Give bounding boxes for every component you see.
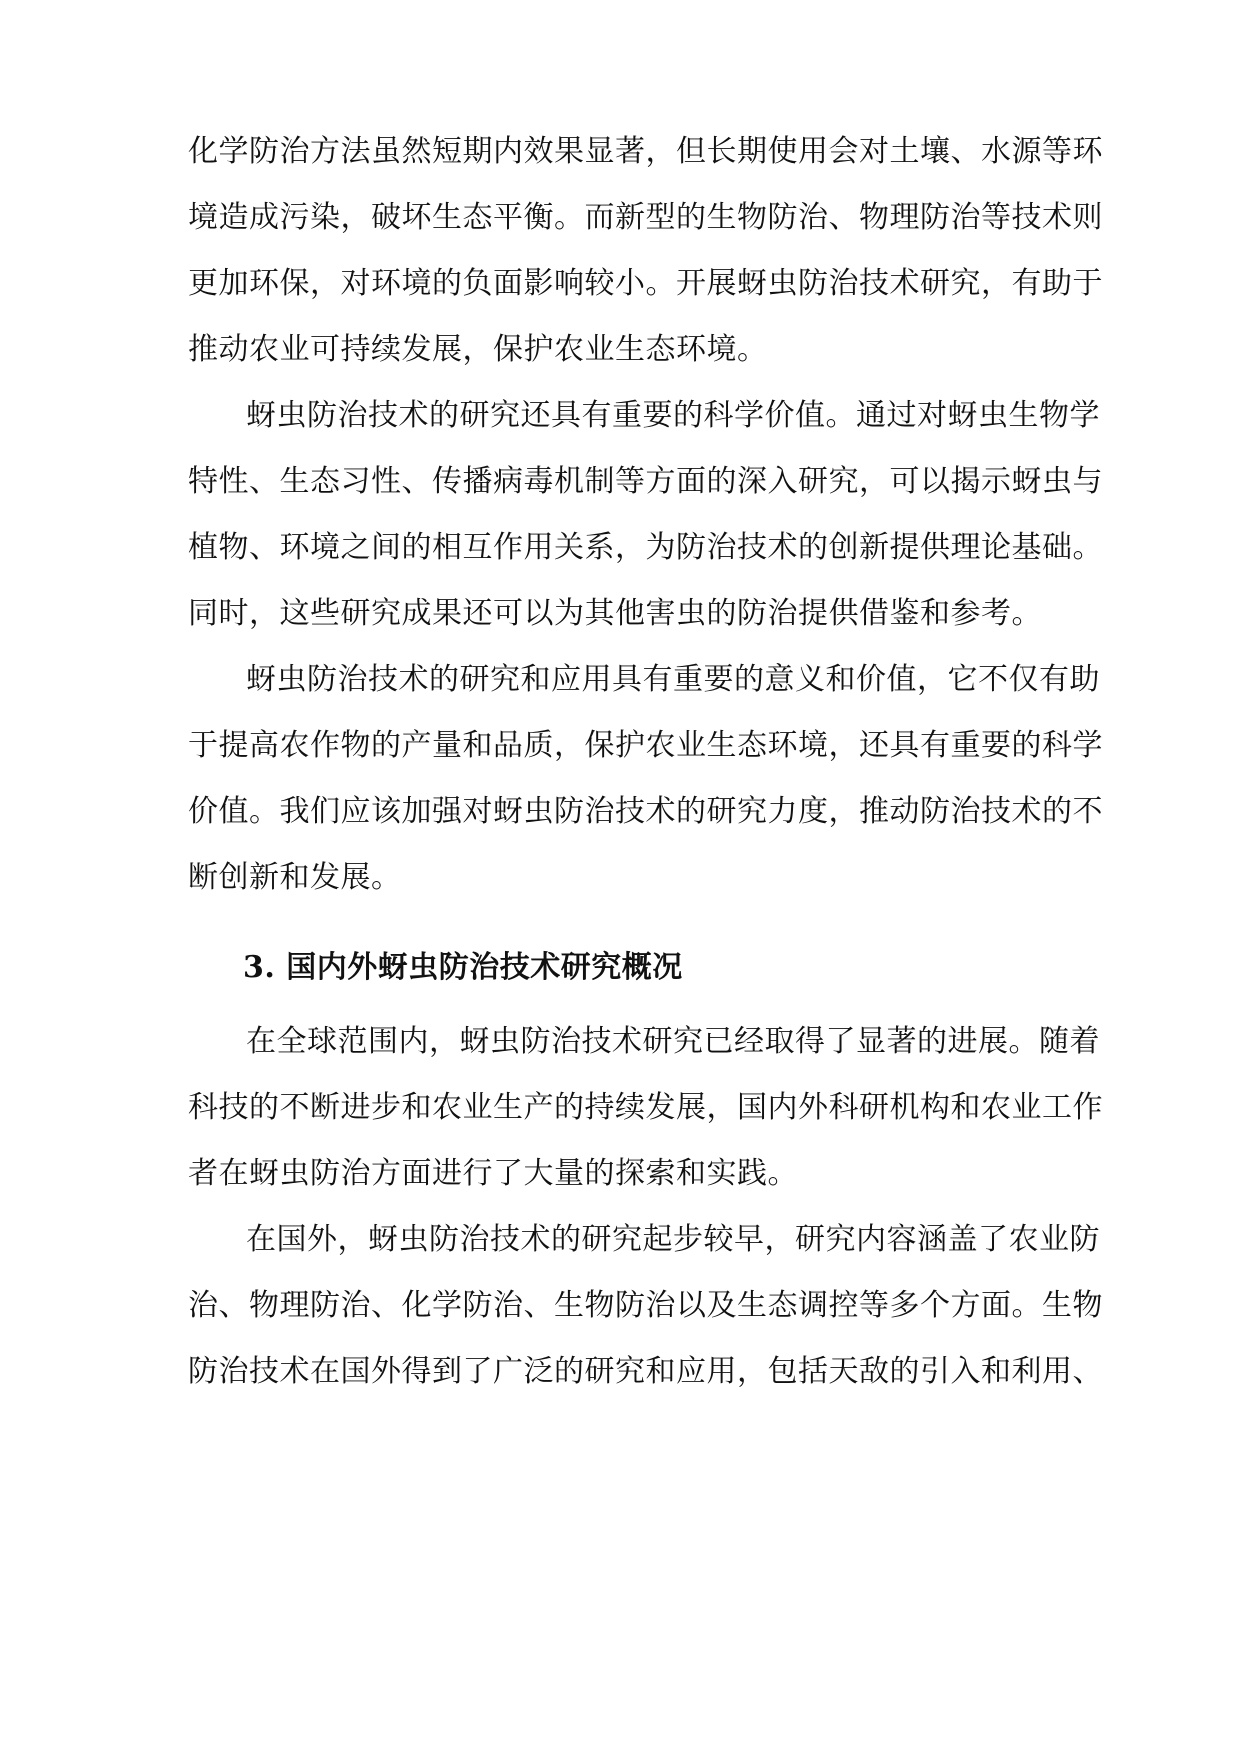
text-line: 蚜虫防治技术的研究还具有重要的科学价值。通过对蚜虫生物学 [246, 398, 1100, 433]
text-line: 同时，这些研究成果还可以为其他害虫的防治提供借鉴和参考。 [188, 596, 1042, 631]
text-line: 者在蚜虫防治方面进行了大量的探索和实践。 [188, 1156, 798, 1191]
text-line: 防治技术在国外得到了广泛的研究和应用，包括天敌的引入和利用、 [188, 1354, 1103, 1389]
text-line: 断创新和发展。 [188, 860, 402, 895]
text-line: 治、物理防治、化学防治、生物防治以及生态调控等多个方面。生物 [188, 1288, 1103, 1323]
text-line: 更加环保，对环境的负面影响较小。开展蚜虫防治技术研究，有助于 [188, 266, 1103, 301]
text-line: 科技的不断进步和农业生产的持续发展，国内外科研机构和农业工作 [188, 1090, 1103, 1125]
section-heading: 3. 国内外蚜虫防治技术研究概况 [243, 950, 683, 985]
text-line: 在国外，蚜虫防治技术的研究起步较早，研究内容涵盖了农业防 [246, 1222, 1100, 1257]
text-line: 在全球范围内，蚜虫防治技术研究已经取得了显著的进展。随着 [246, 1024, 1100, 1059]
text-line: 植物、环境之间的相互作用关系，为防治技术的创新提供理论基础。 [188, 530, 1103, 565]
text-line: 境造成污染，破坏生态平衡。而新型的生物防治、物理防治等技术则 [188, 200, 1103, 235]
text-line: 价值。我们应该加强对蚜虫防治技术的研究力度，推动防治技术的不 [188, 794, 1103, 829]
text-line: 推动农业可持续发展，保护农业生态环境。 [188, 332, 768, 367]
text-line: 蚜虫防治技术的研究和应用具有重要的意义和价值，它不仅有助 [246, 662, 1100, 697]
text-line: 于提高农作物的产量和品质，保护农业生态环境，还具有重要的科学 [188, 728, 1103, 763]
text-line: 化学防治方法虽然短期内效果显著，但长期使用会对土壤、水源等环 [188, 134, 1103, 169]
text-line: 特性、生态习性、传播病毒机制等方面的深入研究，可以揭示蚜虫与 [188, 464, 1103, 499]
